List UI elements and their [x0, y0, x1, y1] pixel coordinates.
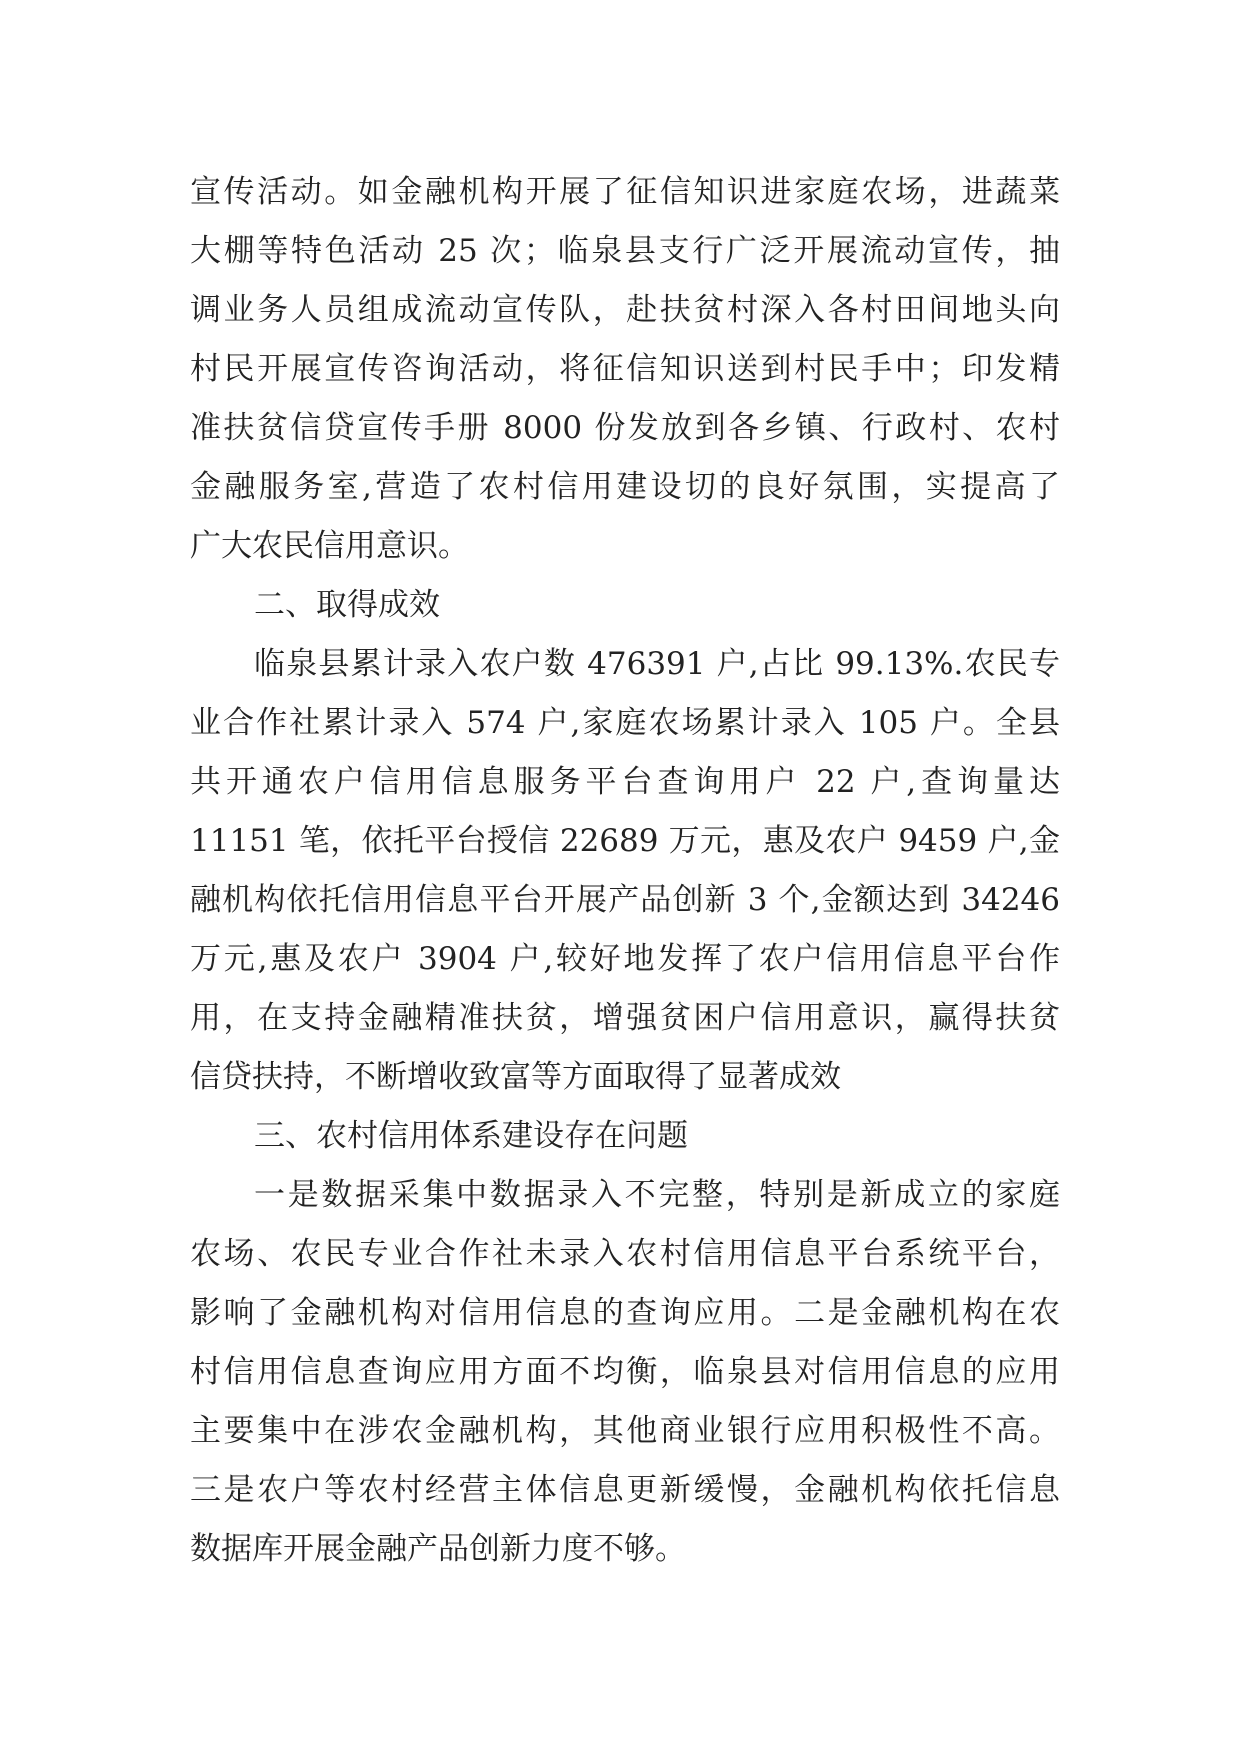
paragraph-line: 数据库开展金融产品创新力度不够。	[190, 1531, 686, 1567]
paragraph-line: 宣传活动。如金融机构开展了征信知识进家庭农场，进蔬菜	[190, 174, 1060, 210]
paragraph-line: 一是数据采集中数据录入不完整，特别是新成立的家庭	[254, 1177, 1060, 1213]
body-text	[190, 163, 1060, 1579]
paragraph-line: 11151 笔，依托平台授信 22689 万元，惠及农户 9459 户,金	[190, 823, 1060, 859]
paragraph-line: 三是农户等农村经营主体信息更新缓慢，金融机构依托信息	[190, 1472, 1060, 1508]
paragraph-line: 主要集中在涉农金融机构，其他商业银行应用积极性不高。	[190, 1413, 1060, 1449]
paragraph-line: 准扶贫信贷宣传手册 8000 份发放到各乡镇、行政村、农村	[190, 410, 1060, 446]
paragraph-line: 用，在支持金融精准扶贫，增强贫困户信用意识，赢得扶贫	[190, 1000, 1060, 1036]
paragraph-line: 农场、农民专业合作社未录入农村信用信息平台系统平台，	[190, 1236, 1060, 1272]
paragraph-line: 融机构依托信用信息平台开展产品创新 3 个,金额达到 34246	[190, 882, 1060, 918]
paragraph-line: 金融服务室,营造了农村信用建设切的良好氛围，实提高了	[190, 469, 1060, 505]
paragraph-line: 大棚等特色活动 25 次；临泉县支行广泛开展流动宣传，抽	[190, 233, 1060, 269]
paragraph-line: 临泉县累计录入农户数 476391 户,占比 99.13%.农民专	[254, 646, 1060, 682]
section-heading: 三、农村信用体系建设存在问题	[254, 1118, 688, 1154]
section-heading: 二、取得成效	[254, 587, 440, 623]
paragraph-line: 村民开展宣传咨询活动，将征信知识送到村民手中；印发精	[190, 351, 1060, 387]
paragraph-line: 共开通农户信用信息服务平台查询用户 22 户,查询量达	[190, 764, 1060, 800]
paragraph-line: 村信用信息查询应用方面不均衡，临泉县对信用信息的应用	[190, 1354, 1060, 1390]
paragraph-line: 万元,惠及农户 3904 户,较好地发挥了农户信用信息平台作	[190, 941, 1060, 977]
paragraph-line: 业合作社累计录入 574 户,家庭农场累计录入 105 户。全县	[190, 705, 1060, 741]
paragraph-line: 影响了金融机构对信用信息的查询应用。二是金融机构在农	[190, 1295, 1060, 1331]
paragraph-line: 广大农民信用意识。	[190, 528, 469, 564]
paragraph-line: 调业务人员组成流动宣传队，赴扶贫村深入各村田间地头向	[190, 292, 1060, 328]
paragraph-line: 信贷扶持，不断增收致富等方面取得了显著成效	[190, 1059, 841, 1095]
